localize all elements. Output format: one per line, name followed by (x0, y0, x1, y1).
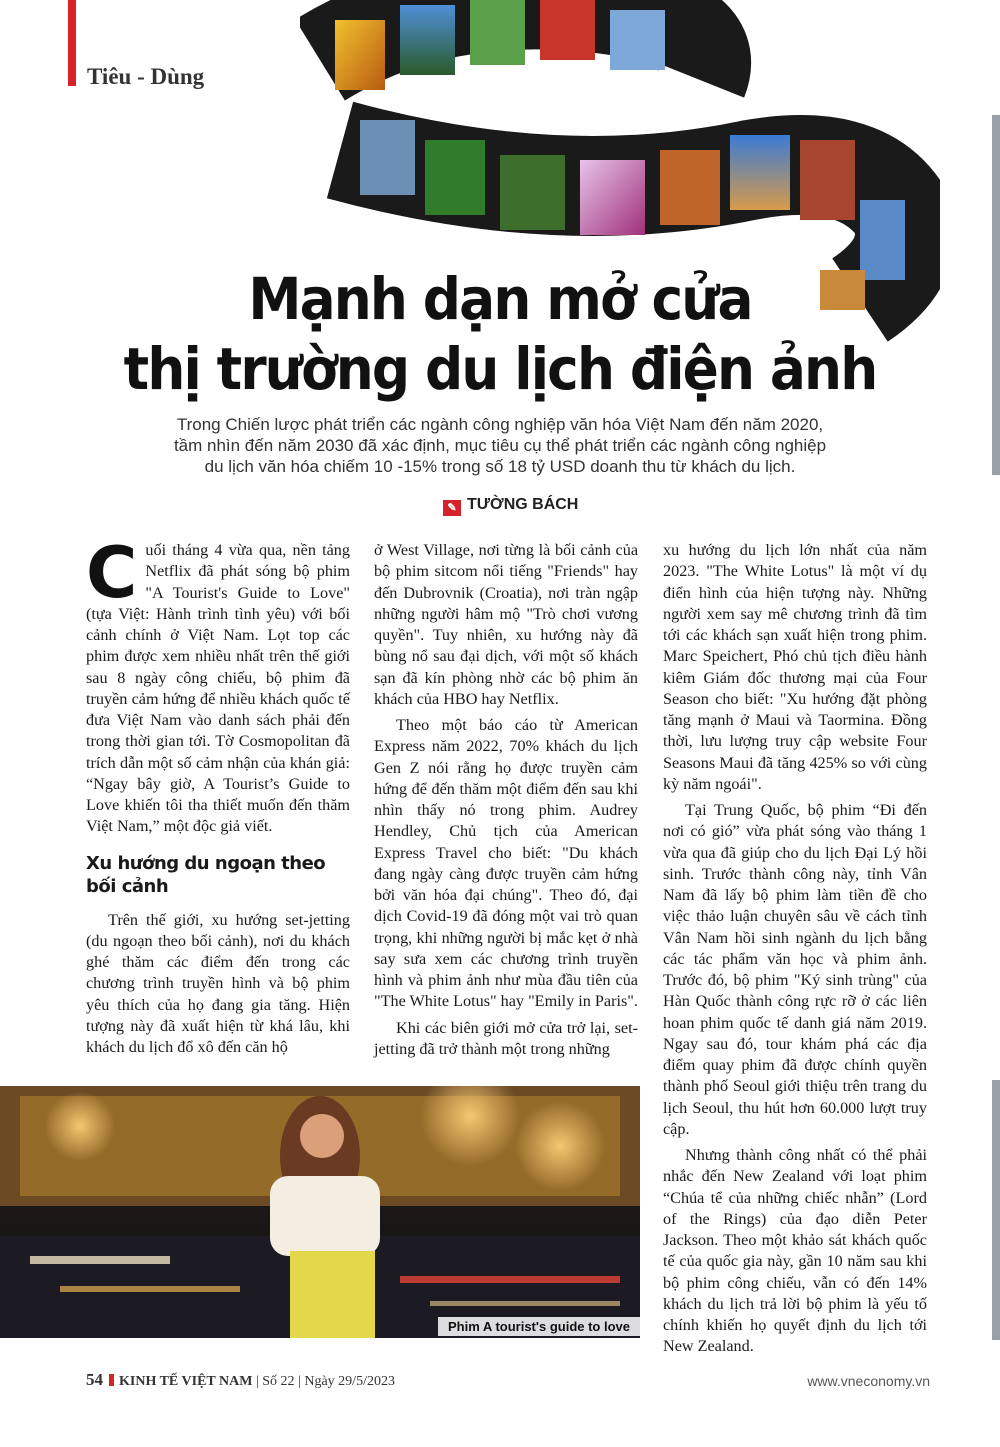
section-label: Tiêu - Dùng (87, 64, 205, 89)
column-3 (663, 540, 927, 1363)
article-title-line-2: thị trường du lịch điện ảnh (123, 335, 877, 403)
paragraph: ở West Village, nơi từng là bối cảnh của bộ phim sitcom nổi tiếng "Friends" hay đến Dubrovnik (Croatia), nơi tràn ngập những người hâm mộ "Trò chơi vương quyền". Tuy nhiên, xu hướng này đã bùng nổ sau đại dịch, với một số khách sạn đã kín phòng nhờ các bộ phim ăn khách của HBO hay Netflix. (374, 541, 638, 708)
page-edge-tab (992, 1080, 1000, 1340)
page-number: 54 (86, 1370, 103, 1389)
sapo-line: Trong Chiến lược phát triển các ngành công nghiệp văn hóa Việt Nam đến năm 2020, (176, 415, 824, 434)
column-1 (86, 532, 350, 1063)
magazine-name: KINH TẾ VIỆT NAM (119, 1374, 253, 1389)
author-byline (443, 496, 578, 516)
paragraph: Theo một báo cáo từ American Express năm 2022, 70% khách du lịch Gen Z nói rằng họ được truyền cảm hứng để đến thăm một điểm đến sau khi nhìn thấy nó trong phim. Audrey Hendley, Chủ tịch của American Express Travel cho biết: "Du khách đang ngày càng được truyền cảm hứng bởi văn hóa đại chúng". Theo đó, đại dịch Covid-19 đã đóng một vai trò quan trọng, khi những người bị mắc kẹt ở nhà say sưa xem các chương trình truyền hình và phim ảnh như mùa đầu tiên của "The White Lotus" hay "Emily in Paris". (374, 716, 638, 1011)
issue-date: Ngày 29/5/2023 (304, 1374, 395, 1389)
column-2 (374, 540, 638, 1065)
article-photo (0, 1086, 640, 1338)
section-accent-bar (68, 0, 76, 86)
sapo-line: tầm nhìn đến năm 2030 đã xác định, mục tiêu cụ thể phát triển các ngành công nghiệp (173, 436, 827, 455)
website-link[interactable]: www.vneconomy.vn (807, 1373, 930, 1389)
page-footer (86, 1370, 930, 1394)
paragraph: Tại Trung Quốc, bộ phim “Đi đến nơi có gió” vừa phát sóng vào tháng 1 vừa qua đã giúp cho du lịch Đại Lý hồi sinh. Trước thành công này, tỉnh Vân Nam đã lấy bộ phim làm tiền đề cho việc thảo luận chuyên sâu về cách tỉnh Vân Nam hồi sinh ngành du lịch bằng các tác phẩm văn học và phim ảnh. Trước đó, bộ phim "Ký sinh trùng" của Hàn Quốc thành công rực rỡ ở các liên hoan phim quốc tế danh giá năm 2019. Ngay sau đó, tour khám phá các địa điểm quay phim đã được chính quyền thành phố Seoul giới thiệu trên trang du lịch Seoul, thu hút hơn 60.000 lượt truy cập. (663, 801, 927, 1138)
article-sapo (150, 414, 850, 477)
footer-separator: | (294, 1374, 305, 1389)
night-street-photo (0, 1086, 640, 1338)
paragraph: xu hướng du lịch lớn nhất của năm 2023. "The White Lotus" là một ví dụ điển hình của hiện tượng này. Những người xem say mê chương trình đã tìm tới các khách sạn xuất hiện trong phim. Marc Speichert, Phó chủ tịch điều hành kiêm Giám đốc thương mại của Four Season cho biết: "Xu hướng đặt phòng tăng mạnh ở Maui và Taormina. Đồng thời, lưu lượng truy cập website Four Seasons Maui đã tăng 425% so với cùng kỳ năm ngoái". (663, 541, 927, 793)
subheading: Xu hướng du ngoạn theo bối cảnh (86, 852, 326, 897)
pen-icon: ✎ (443, 500, 461, 516)
paragraph: uối tháng 4 vừa qua, nền tảng Netflix đã phát sóng bộ phim "A Tourist's Guide to Love" (tựa Việt: Hành trình tình yêu) với bối cảnh chính ở Việt Nam. Lọt top các phim được xem nhiều nhất trên thế giới sau 8 ngày công chiếu, bộ phim đã truyền cảm hứng để nhiều khách quốc tế đưa Việt Nam vào danh sách phải đến trong thời gian tới. Tờ Cosmopolitan đã trích dẫn một số cảm nhận của khán giả: “Ngay bây giờ, A Tourist’s Guide to Love khiến tôi tha thiết muốn đến thăm Việt Nam,” một độc giả viết. (86, 541, 350, 836)
paragraph: Nhưng thành công nhất có thể phải nhắc đến New Zealand với loạt phim “Chúa tể của những chiếc nhẫn” (Lord of the Rings) của đạo diễn Peter Jackson. Theo một khảo sát khách quốc tế của quốc gia này, gần 10 năm sau khi bộ phim công chiếu, vẫn có đến 14% khách du lịch trả lời bộ phim là yếu tố chính khiến họ quyết định du lịch tới New Zealand. (663, 1146, 927, 1356)
footer-separator: | (255, 1374, 263, 1389)
drop-cap: C (86, 532, 138, 614)
issue-number: Số 22 (262, 1374, 295, 1389)
article-title-line-1: Mạnh dạn mở cửa (248, 265, 752, 333)
paragraph: Trên thế giới, xu hướng set-jetting (du ngoạn theo bối cảnh), nơi du khách ghé thăm các điểm đến trong các chương trình truyền hình và bộ phim yêu thích của họ đang gia tăng. Hiện tượng này đã xuất hiện từ khá lâu, khi khách du lịch đổ xô đến căn hộ (86, 910, 350, 1056)
footer-accent (109, 1374, 114, 1386)
page-edge-tab (992, 115, 1000, 475)
sapo-line: du lịch văn hóa chiếm 10 -15% trong số 18 tỷ USD doanh thu từ khách du lịch. (204, 457, 796, 476)
paragraph: Khi các biên giới mở cửa trở lại, set-jetting đã trở thành một trong những (374, 1018, 638, 1058)
photo-caption: Phim A tourist's guide to love (438, 1317, 640, 1336)
author-name: TƯỜNG BÁCH (467, 496, 579, 513)
